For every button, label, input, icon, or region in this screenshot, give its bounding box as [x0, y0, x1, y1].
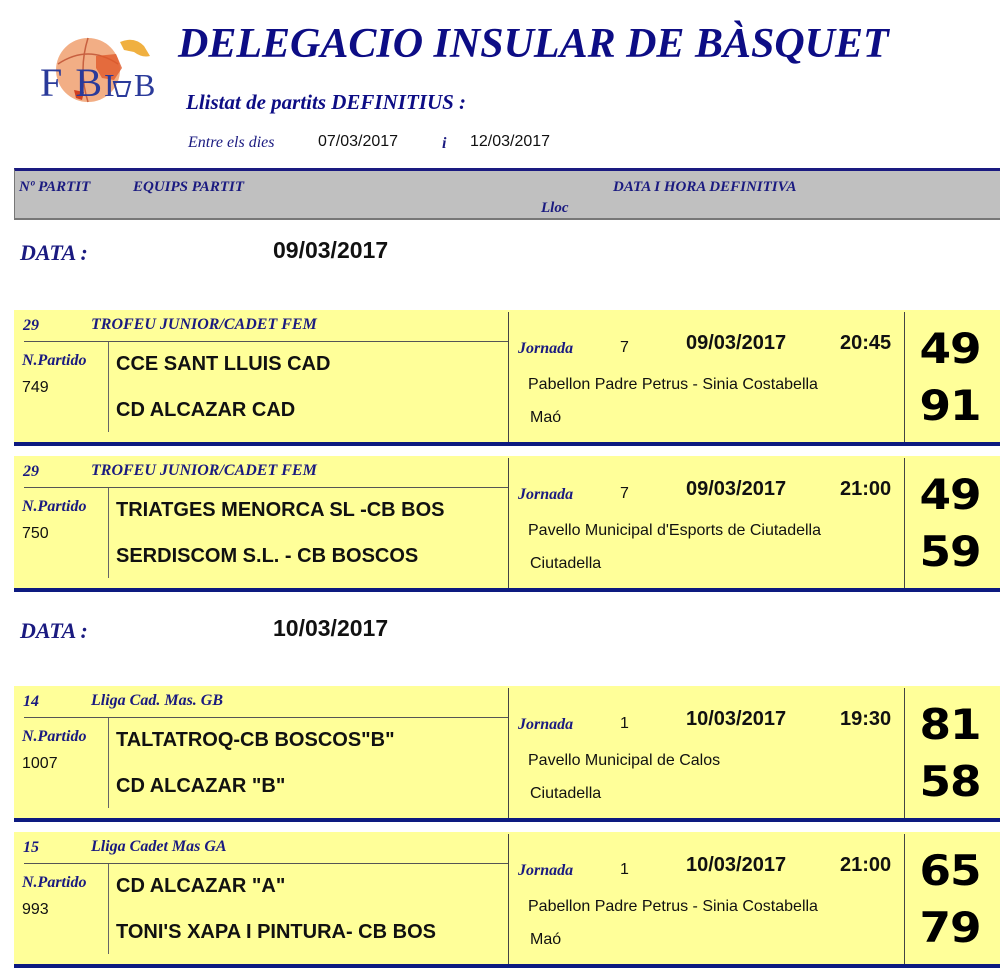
round-label: Jornada	[518, 340, 574, 357]
page-title: DELEGACIO INSULAR DE BÀSQUET	[178, 21, 889, 67]
match-date: 10/03/2017	[686, 708, 787, 730]
match-number-label: N.Partido	[22, 352, 87, 369]
svg-text:I: I	[104, 67, 115, 103]
match-number-label: N.Partido	[22, 728, 87, 745]
divider	[508, 458, 509, 588]
divider	[508, 834, 509, 964]
fbib-logo	[38, 34, 156, 112]
home-score: 65	[919, 846, 981, 895]
competition-number: 14	[23, 693, 39, 710]
competition-name: TROFEU JUNIOR/CADET FEM	[91, 462, 317, 479]
competition-number: 15	[23, 839, 39, 856]
match-card	[14, 310, 1000, 446]
round-label: Jornada	[518, 716, 574, 733]
town: Ciutadella	[530, 555, 602, 572]
date-heading-label: DATA :	[20, 618, 88, 643]
match-card	[14, 456, 1000, 592]
round-number: 7	[620, 485, 629, 502]
venue: Pavello Municipal de Calos	[528, 752, 721, 769]
column-match-number: Nº PARTIT	[19, 179, 91, 195]
column-teams: EQUIPS PARTIT	[133, 179, 244, 195]
away-team: CD ALCAZAR CAD	[116, 399, 296, 421]
divider	[904, 312, 905, 442]
date-heading-label: DATA :	[20, 240, 88, 265]
home-score: 81	[919, 700, 981, 749]
column-datetime: DATA I HORA DEFINITIVA	[613, 179, 797, 195]
round-number: 7	[620, 339, 629, 356]
date-range-from: 07/03/2017	[318, 133, 399, 150]
divider	[904, 688, 905, 818]
away-score: 91	[919, 381, 981, 430]
venue: Pabellon Padre Petrus - Sinia Costabella	[528, 898, 818, 915]
home-team: CCE SANT LLUIS CAD	[116, 353, 331, 375]
divider	[24, 487, 508, 488]
divider	[904, 834, 905, 964]
match-card	[14, 686, 1000, 822]
page-subtitle: Llistat de partits DEFINITIUS :	[186, 90, 467, 114]
date-range-label: Entre els dies	[188, 134, 275, 151]
divider	[24, 863, 508, 864]
divider	[24, 717, 508, 718]
date-range-to: 12/03/2017	[470, 133, 551, 150]
away-score: 59	[919, 527, 981, 576]
date-range-conjunction: i	[442, 135, 447, 152]
competition-name: Lliga Cadet Mas GA	[91, 838, 227, 855]
town: Maó	[530, 409, 562, 426]
divider	[108, 864, 109, 954]
home-team: TRIATGES MENORCA SL -CB BOS	[116, 499, 445, 521]
match-card	[14, 832, 1000, 968]
match-time: 19:30	[840, 708, 892, 730]
home-score: 49	[919, 324, 981, 373]
divider	[108, 488, 109, 578]
town: Maó	[530, 931, 562, 948]
column-header-bar	[14, 168, 1000, 220]
match-number: 993	[22, 901, 49, 918]
home-team: CD ALCAZAR "A"	[116, 875, 286, 897]
svg-text:FB: FB	[40, 60, 102, 105]
divider	[508, 312, 509, 442]
date-heading-value: 09/03/2017	[273, 237, 389, 263]
match-time: 21:00	[840, 478, 892, 500]
away-team: CD ALCAZAR "B"	[116, 775, 286, 797]
match-number: 1007	[22, 755, 58, 772]
away-score: 79	[919, 903, 981, 952]
match-time: 21:00	[840, 854, 892, 876]
match-number: 749	[22, 379, 49, 396]
competition-name: Lliga Cad. Mas. GB	[91, 692, 224, 709]
svg-text:B: B	[134, 67, 156, 103]
divider	[24, 341, 508, 342]
competition-number: 29	[23, 317, 39, 334]
home-score: 49	[919, 470, 981, 519]
away-team: SERDISCOM S.L. - CB BOSCOS	[116, 545, 419, 567]
match-number-label: N.Partido	[22, 874, 87, 891]
round-number: 1	[620, 861, 629, 878]
venue: Pavello Municipal d'Esports de Ciutadella	[528, 522, 821, 539]
away-score: 58	[919, 757, 981, 806]
date-heading-value: 10/03/2017	[273, 615, 389, 641]
match-time: 20:45	[840, 332, 892, 354]
divider	[108, 342, 109, 432]
away-team: TONI'S XAPA I PINTURA- CB BOS	[116, 921, 436, 943]
venue: Pabellon Padre Petrus - Sinia Costabella	[528, 376, 818, 393]
column-place: Lloc	[541, 200, 569, 216]
match-number: 750	[22, 525, 49, 542]
match-date: 09/03/2017	[686, 332, 787, 354]
round-label: Jornada	[518, 486, 574, 503]
competition-number: 29	[23, 463, 39, 480]
town: Ciutadella	[530, 785, 602, 802]
home-team: TALTATROQ-CB BOSCOS"B"	[116, 729, 395, 751]
match-date: 10/03/2017	[686, 854, 787, 876]
round-label: Jornada	[518, 862, 574, 879]
round-number: 1	[620, 715, 629, 732]
divider	[508, 688, 509, 818]
match-date: 09/03/2017	[686, 478, 787, 500]
divider	[904, 458, 905, 588]
match-number-label: N.Partido	[22, 498, 87, 515]
competition-name: TROFEU JUNIOR/CADET FEM	[91, 316, 317, 333]
divider	[108, 718, 109, 808]
